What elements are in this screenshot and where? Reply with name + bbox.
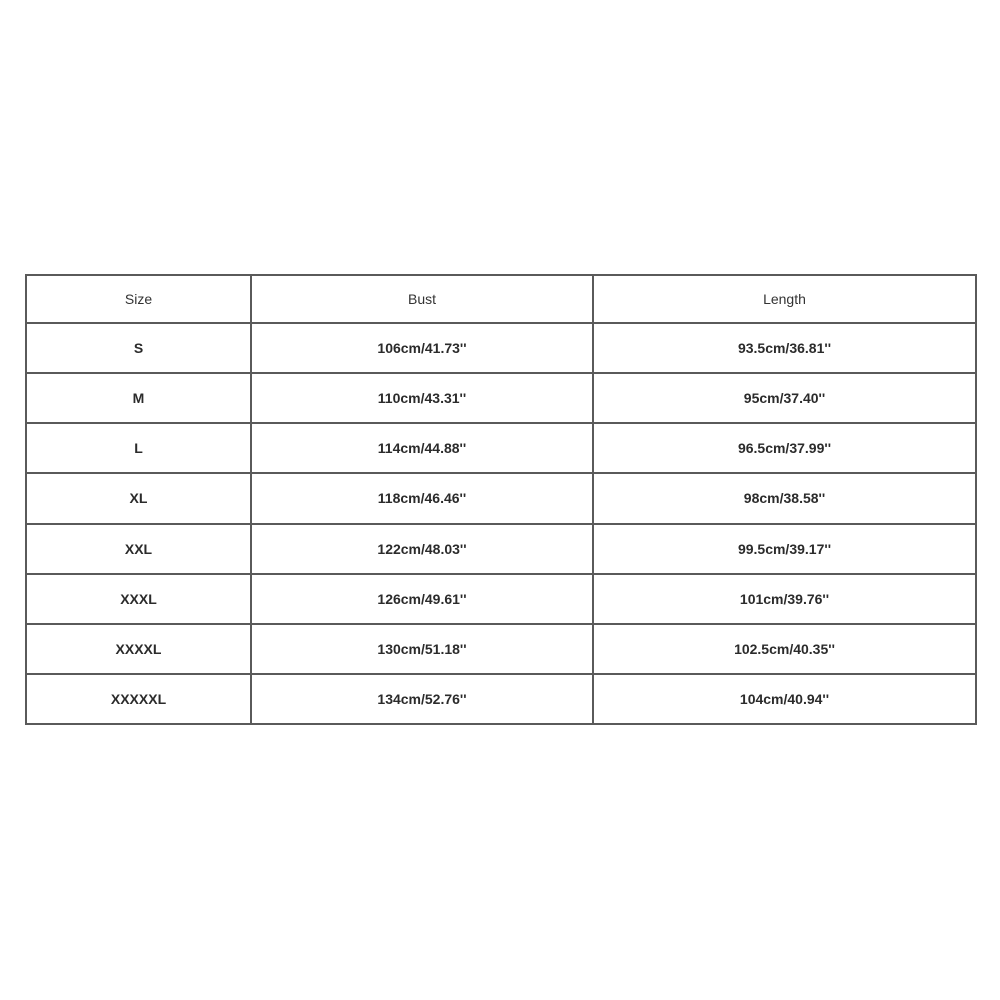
- size-cell: XXXXXL: [26, 674, 251, 724]
- bust-cell: 106cm/41.73'': [251, 323, 593, 373]
- size-cell: XXL: [26, 524, 251, 574]
- table-row: [26, 323, 976, 373]
- size-cell: XL: [26, 473, 251, 523]
- table-row: [26, 674, 976, 724]
- table-row: [26, 524, 976, 574]
- length-cell: 95cm/37.40'': [593, 373, 976, 423]
- header-bust: Bust: [251, 275, 593, 323]
- table-row: [26, 574, 976, 624]
- table-row: [26, 423, 976, 473]
- size-cell: S: [26, 323, 251, 373]
- bust-cell: 134cm/52.76'': [251, 674, 593, 724]
- bust-cell: 114cm/44.88'': [251, 423, 593, 473]
- table-row: [26, 373, 976, 423]
- bust-cell: 122cm/48.03'': [251, 524, 593, 574]
- length-cell: 96.5cm/37.99'': [593, 423, 976, 473]
- length-cell: 98cm/38.58'': [593, 473, 976, 523]
- length-cell: 101cm/39.76'': [593, 574, 976, 624]
- length-cell: 93.5cm/36.81'': [593, 323, 976, 373]
- size-cell: XXXXL: [26, 624, 251, 674]
- size-cell: L: [26, 423, 251, 473]
- bust-cell: 130cm/51.18'': [251, 624, 593, 674]
- bust-cell: 110cm/43.31'': [251, 373, 593, 423]
- header-length: Length: [593, 275, 976, 323]
- length-cell: 104cm/40.94'': [593, 674, 976, 724]
- table-row: [26, 624, 976, 674]
- table-row: [26, 473, 976, 523]
- length-cell: 99.5cm/39.17'': [593, 524, 976, 574]
- length-cell: 102.5cm/40.35'': [593, 624, 976, 674]
- size-cell: M: [26, 373, 251, 423]
- header-row: [26, 275, 976, 323]
- header-size: Size: [26, 275, 251, 323]
- size-chart-table: [25, 274, 977, 725]
- bust-cell: 126cm/49.61'': [251, 574, 593, 624]
- bust-cell: 118cm/46.46'': [251, 473, 593, 523]
- size-cell: XXXL: [26, 574, 251, 624]
